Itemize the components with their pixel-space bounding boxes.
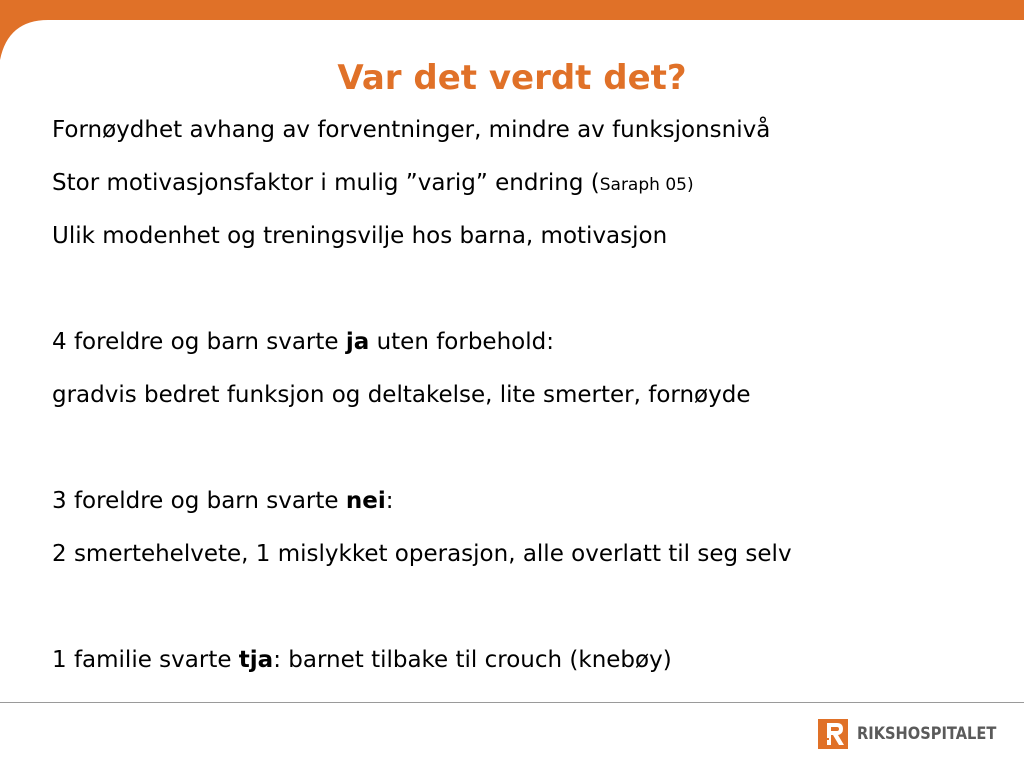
rikshospitalet-logo-icon (818, 719, 848, 749)
body-line-4-post: uten forbehold: (369, 329, 554, 355)
body-line-8-pre: 1 familie svarte (52, 647, 239, 673)
body-line-3: Ulik modenhet og treningsvilje hos barna, motivasjon (52, 223, 668, 249)
answer-no: nei (345, 488, 386, 514)
footer-divider (0, 702, 1024, 703)
top-band-shape (0, 0, 1024, 60)
citation-text: Saraph 05) (599, 175, 694, 195)
body-line-5: gradvis bedret funksjon og deltakelse, lite smerter, fornøyde (52, 382, 751, 408)
body-line-4 (52, 318, 992, 371)
logo-text: RIKSHOSPITALET (857, 724, 997, 744)
body-line-6-pre: 3 foreldre og barn svarte (52, 488, 346, 514)
body-line-6 (52, 477, 992, 530)
rikshospitalet-logo (818, 718, 1019, 750)
slide-title: Var det verdt det? (337, 58, 687, 98)
body-line-1: Fornøydhet avhang av forventninger, mindre av funksjonsnivå (52, 117, 771, 143)
body-line-2-text: Stor motivasjonsfaktor i mulig ”varig” endring ( (52, 170, 600, 196)
slide-body (52, 106, 992, 689)
body-line-7: 2 smertehelvete, 1 mislykket operasjon, alle overlatt til seg selv (52, 541, 792, 567)
answer-maybe: tja (238, 647, 274, 673)
body-line-4-pre: 4 foreldre og barn svarte (52, 329, 346, 355)
answer-yes: ja (345, 329, 370, 355)
body-line-8 (52, 636, 992, 689)
body-line-2 (52, 159, 992, 212)
body-line-6-post: : (385, 488, 394, 514)
body-line-8-post: : barnet tilbake til crouch (knebøy) (273, 647, 672, 673)
